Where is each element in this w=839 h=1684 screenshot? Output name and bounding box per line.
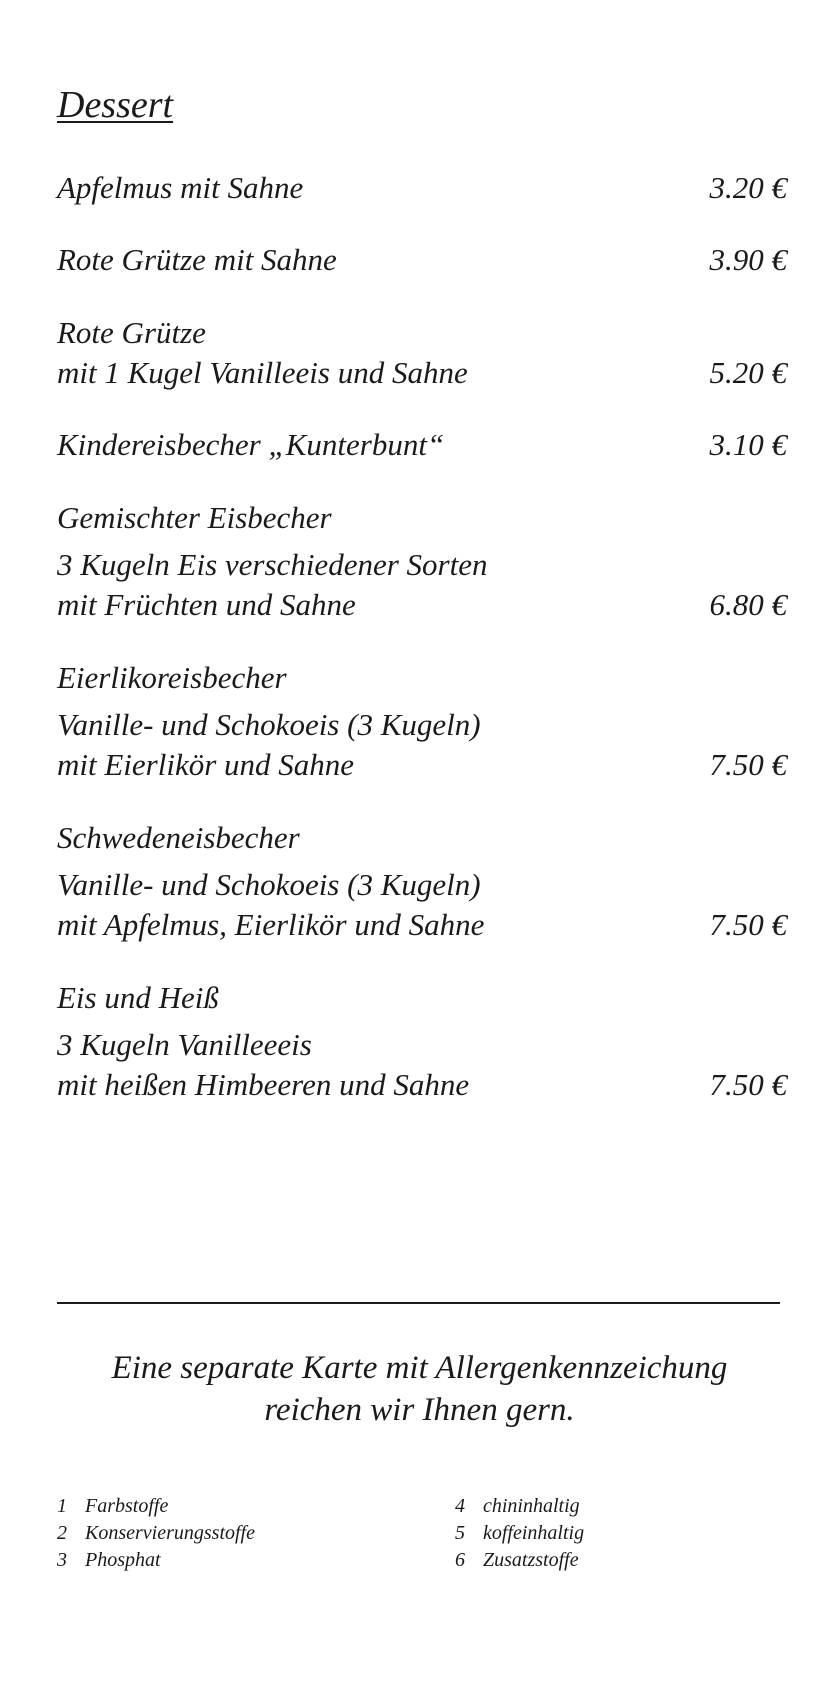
menu-item-kindereisbecher <box>57 425 787 465</box>
legend-entry <box>455 1493 584 1520</box>
item-price: 3.90 € <box>709 242 787 277</box>
item-name: Apfelmus mit Sahne <box>57 170 304 205</box>
additive-legend-right <box>455 1493 584 1574</box>
legend-entry <box>57 1547 255 1574</box>
legend-label: Konservierungsstoffe <box>85 1522 255 1544</box>
item-price: 3.20 € <box>709 170 787 205</box>
item-price: 6.80 € <box>709 587 787 622</box>
menu-item-eierlikoreisbecher <box>57 658 787 785</box>
additive-legend-left <box>57 1493 255 1574</box>
legend-entry <box>455 1547 584 1574</box>
item-name: Eierlikoreisbecher <box>57 660 287 695</box>
legend-number: 6 <box>455 1549 465 1571</box>
item-name: Eis und Heiß <box>57 980 219 1015</box>
menu-item-rote-gruetze-vanilleeis <box>57 313 787 393</box>
legend-entry <box>455 1520 584 1547</box>
legend-number: 3 <box>57 1549 67 1571</box>
legend-label: chininhaltig <box>483 1495 580 1517</box>
divider <box>57 1302 780 1304</box>
menu-item-eis-und-heiss <box>57 978 787 1105</box>
item-name: Gemischter Eisbecher <box>57 500 332 535</box>
section-title: Dessert <box>57 84 174 126</box>
item-description: Vanille- und Schokoeis (3 Kugeln) <box>57 867 481 902</box>
legend-label: koffeinhaltig <box>483 1522 585 1544</box>
legend-entry <box>57 1520 255 1547</box>
allergen-notice <box>0 1347 839 1431</box>
item-description: mit Eierlikör und Sahne <box>57 747 355 782</box>
item-description: mit 1 Kugel Vanilleeis und Sahne <box>57 355 468 390</box>
item-description: mit Früchten und Sahne <box>57 587 356 622</box>
menu-item-gemischter-eisbecher <box>57 498 787 625</box>
legend-label: Farbstoffe <box>85 1495 169 1517</box>
item-description: 3 Kugeln Vanilleeeis <box>57 1027 312 1062</box>
item-name: Schwedeneisbecher <box>57 820 300 855</box>
item-description: 3 Kugeln Eis verschiedener Sorten <box>57 547 488 582</box>
legend-entry <box>57 1493 255 1520</box>
item-price: 5.20 € <box>709 355 787 390</box>
notice-line: Eine separate Karte mit Allergenkennzeichung <box>111 1350 728 1386</box>
item-name: Rote Grütze <box>57 315 206 350</box>
legend-number: 5 <box>455 1522 465 1544</box>
item-name: Rote Grütze mit Sahne <box>57 242 337 277</box>
item-price: 7.50 € <box>709 907 787 942</box>
item-description: Vanille- und Schokoeis (3 Kugeln) <box>57 707 481 742</box>
menu-item-rote-gruetze-sahne <box>57 240 787 280</box>
item-price: 7.50 € <box>709 1067 787 1102</box>
item-price: 3.10 € <box>709 427 787 462</box>
menu-item-apfelmus <box>57 168 787 208</box>
item-description: mit Apfelmus, Eierlikör und Sahne <box>57 907 485 942</box>
item-description: mit heißen Himbeeren und Sahne <box>57 1067 470 1102</box>
legend-number: 1 <box>57 1495 67 1517</box>
legend-label: Phosphat <box>85 1549 161 1571</box>
legend-number: 2 <box>57 1522 67 1544</box>
notice-line: reichen wir Ihnen gern. <box>264 1392 575 1428</box>
menu-item-schwedeneisbecher <box>57 818 787 945</box>
legend-number: 4 <box>455 1495 465 1517</box>
legend-label: Zusatzstoffe <box>483 1549 579 1571</box>
item-price: 7.50 € <box>709 747 787 782</box>
item-name: Kindereisbecher „Kunterbunt“ <box>57 427 445 462</box>
